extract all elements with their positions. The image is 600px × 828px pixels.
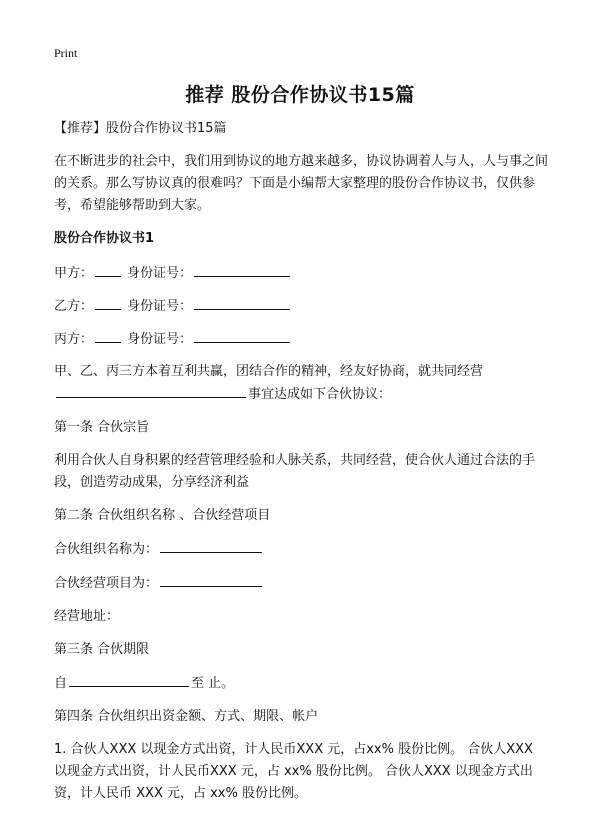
project-blank <box>160 572 262 587</box>
article-title: 第三条 合伙期限 <box>54 642 150 657</box>
term-to-label: 至 止。 <box>191 676 235 691</box>
document-body <box>54 118 550 816</box>
article-title: 第一条 合伙宗旨 <box>54 420 150 435</box>
org-name-blank <box>160 538 262 553</box>
org-name-label: 合伙组织名称为： <box>54 542 159 557</box>
agreement-text-b: 事宜达成如下合伙协议： <box>248 387 392 402</box>
project-label: 合伙经营项目为： <box>54 576 159 591</box>
id-label: 身份证号： <box>127 266 193 281</box>
party-label: 甲方： <box>54 266 94 281</box>
article-title: 第四条 合伙组织出资金额、方式、期限、帐户 <box>54 709 319 724</box>
print-link[interactable]: Print <box>54 46 78 60</box>
party-label: 丙方： <box>54 332 94 347</box>
party-row-c <box>54 328 550 351</box>
section-title: 股份合作协议书1 <box>54 231 155 246</box>
business-blank <box>56 383 246 398</box>
term-blank <box>69 672 189 687</box>
id-label: 身份证号： <box>127 332 193 347</box>
id-number-blank <box>194 262 290 277</box>
term-from-label: 自 <box>54 676 68 691</box>
org-name-line <box>54 538 550 561</box>
id-number-blank <box>194 295 290 310</box>
id-number-blank <box>194 328 290 343</box>
intro-paragraph: 在不断进步的社会中，我们用到协议的地方越来越多，协议协调着人与人，人与事之间的关系。那么写协议真的很难吗？下面是小编帮大家整理的股份合作协议书，仅供参考，希望能够帮助到大家。 <box>54 154 549 213</box>
party-name-blank <box>95 262 121 277</box>
agreement-paragraph <box>54 361 550 406</box>
article-item: 1. 合伙人XXX 以现金方式出资，计人民币XXX 元，占xx% 股份比例。 合伙人XXX 以现金方式出资，计人民币XXX 元，占 xx% 股份比例。 合伙人XXX 以现金方式出资，计人民币 XXX 元，占 xx% 股份比例。 <box>54 742 533 801</box>
party-name-blank <box>95 328 121 343</box>
article-title: 第二条 合伙组织名称 、合伙经营项目 <box>54 508 271 523</box>
term-line <box>54 672 550 695</box>
document-subtitle: 【推荐】股份合作协议书15篇 <box>54 121 227 136</box>
id-label: 身份证号： <box>127 299 193 314</box>
agreement-text-a: 甲、乙、丙三方本着互利共赢，团结合作的精神，经友好协商，就共同经营 <box>54 364 484 379</box>
party-row-a <box>54 262 550 285</box>
page-title: 推荐 股份合作协议书15篇 <box>185 84 415 106</box>
project-line <box>54 572 550 595</box>
party-name-blank <box>95 295 121 310</box>
party-row-b <box>54 295 550 318</box>
article-body: 利用合伙人自身积累的经营管理经验和人脉关系，共同经营，使合伙人通过合法的手段，创造劳动成果，分享经济利益 <box>54 453 536 490</box>
party-label: 乙方： <box>54 299 94 314</box>
address-line: 经营地址： <box>54 609 120 624</box>
